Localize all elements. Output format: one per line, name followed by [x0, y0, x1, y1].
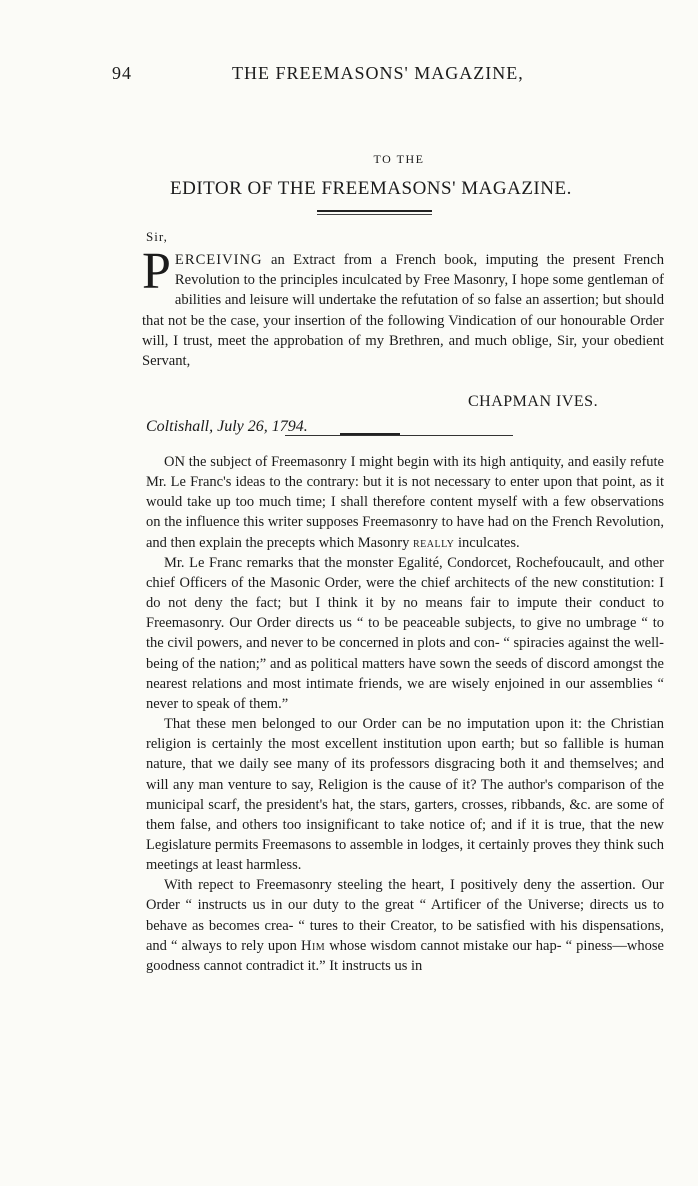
running-title: THE FREEMASONS' MAGAZINE,	[232, 63, 524, 83]
essay-paragraph-2: Mr. Le Franc remarks that the monster Egalité, Condorcet, Rochefoucault, and other chief Officers of the Masonic Order, were the chief architects of the new constitution: I do not deny the fact; but I think it by no means fair to impute their conduct to Freemasonry. Our Order directs us “ to be peaceable subjects, to give no umbrage “ to the civil powers, and never to be concerned in plots and con- “ spiracies against the well-being of the nation;” and as political matters have sown the seeds of discord amongst the nearest relations and most intimate friends, we are wisely enjoined in our assemblies “ never to speak of them.”	[146, 554, 664, 712]
emphasis-really: really	[412, 534, 455, 551]
section-rule-ornament	[340, 433, 400, 435]
dateline: Coltishall, July 26, 1794.	[146, 418, 308, 435]
to-the-label: TO THE	[373, 152, 425, 166]
essay-p4-text: With repect to Freemasonry steeling the heart, I positively deny the assertion. Our Order “ instructs us in our duty to the great “ Artificer of the Universe; directs us to behave as becomes crea- “ tures to their Creator, to be satisfied with his dispensations, and “ always to rely upon	[146, 877, 664, 954]
essay-paragraph-1	[146, 452, 664, 553]
essay-paragraph-4	[146, 875, 664, 976]
lead-caps: ERCEIVING	[174, 252, 263, 268]
section-rule	[285, 435, 513, 436]
drop-cap: P	[142, 243, 171, 300]
salutation: Sir,	[146, 229, 168, 244]
essay-body	[146, 452, 664, 976]
essay-p1-end: inculcates.	[454, 534, 520, 551]
page-number: 94	[112, 63, 132, 83]
letter-body	[142, 243, 664, 371]
signature: CHAPMAN IVES.	[468, 393, 599, 410]
heading-rule	[317, 210, 432, 212]
letter-heading: EDITOR OF THE FREEMASONS' MAGAZINE.	[170, 178, 572, 199]
heading-rule-thin	[317, 214, 432, 215]
letter-text: an Extract from a French book, imputing the present French Revolution to the principles inculcated by Free Masonry, I hope some gentleman of abilities and leisure will undertake the refutation of so false an assertion; but should that not be the case, your insertion of the following Vindication of our honourable Order will, I trust, meet the approbation of my Brethren, and much oblige, Sir, your obedient Servant,	[142, 252, 664, 370]
emphasis-him: Him	[301, 937, 326, 954]
essay-p4-end: whose wisdom cannot mistake our hap- “ piness—whose goodness cannot contradict it.” It instructs us in	[146, 937, 664, 974]
essay-p1-text: ON the subject of Freemasonry I might begin with its high antiquity, and easily refute Mr. Le Franc's ideas to the contrary: but it is not necessary to enter upon that point, as it would take up too much time; I shall therefore content myself with a few observations on the influence this writer supposes Freemasonry to have had on the French Revolution, and then explain the precepts which Masonry	[146, 454, 664, 551]
essay-paragraph-3: That these men belonged to our Order can be no imputation upon it: the Christian religion is certainly the most excellent institution upon earth; but so fallible is human nature, that we daily see many of its professors disgracing both it and themselves; and will any man venture to say, Religion is the cause of it? The author's comparison of the municipal scarf, the president's hat, the stars, garters, crosses, ribbands, &c. are some of them false, and others too insignificant to take notice of; and if it is true, that the new Legislature permits Freemasons to assemble in lodges, it certainly proves they think such meetings at least harmless.	[146, 716, 664, 874]
